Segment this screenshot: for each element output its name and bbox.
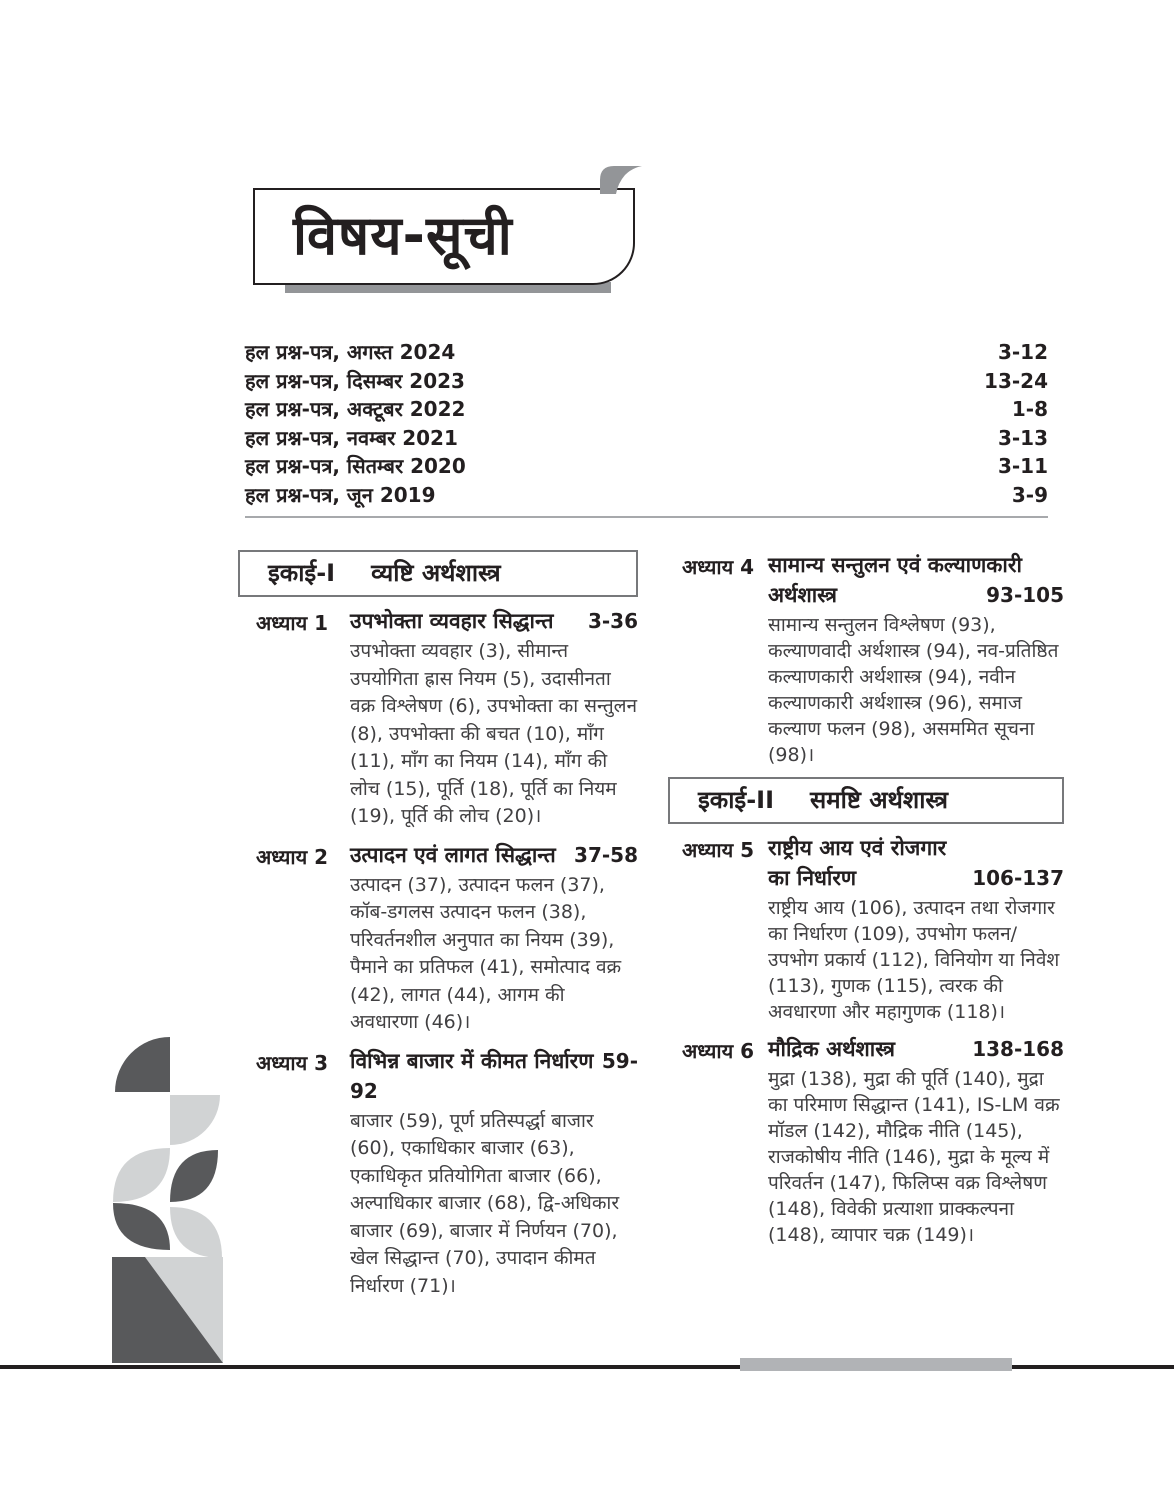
paper-label: हल प्रश्न-पत्र, जून 2019 — [245, 482, 436, 507]
chapter-pages: 138-168 — [972, 1037, 1064, 1061]
toc-column-left — [238, 550, 638, 1309]
chapter-body — [350, 606, 638, 831]
paper-label: हल प्रश्न-पत्र, नवम्बर 2021 — [245, 425, 458, 450]
page-curl-icon — [598, 164, 642, 194]
chapter-body — [768, 1034, 1064, 1248]
footer-gray-bar — [740, 1358, 1012, 1371]
chapter-title-line2: अर्थशास्त्र — [768, 583, 837, 607]
page-title-box — [253, 188, 635, 285]
chapter-pages: 106-137 — [972, 866, 1064, 890]
paper-pages: 13-24 — [984, 368, 1048, 393]
chapter-label: अध्याय 2 — [256, 844, 329, 869]
unit-2-header — [668, 777, 1064, 824]
unit-title: समष्टि अर्थशास्त्र — [810, 786, 949, 814]
chapter-topics: मुद्रा (138), मुद्रा की पूर्ति (140), मुद्रा का परिमाण सिद्धान्त (141), IS-LM वक्र मॉडल (142), मौद्रिक नीति (145), राजकोषीय नीति (146), मुद्रा के मूल्य में परिवर्तन (147), फिलिप्स वक्र विश्लेषण (148), विवेकी प्रत्याशा प्राक्कल्पना (148), व्यापार चक्र (149)। — [768, 1068, 1060, 1246]
leaf-pattern-logo — [112, 1035, 230, 1369]
unit-title: व्यष्टि अर्थशास्त्र — [371, 559, 501, 587]
paper-label: हल प्रश्न-पत्र, अक्टूबर 2022 — [245, 397, 466, 421]
chapter-topics: सामान्य सन्तुलन विश्लेषण (93), कल्याणवादी अर्थशास्त्र (94), नव-प्रतिष्ठित कल्याणकारी अर्थशास्त्र (94), नवीन कल्याणकारी अर्थशास्त्र (96), समाज कल्याण फलन (98), असममित सूचना (98)। — [768, 614, 1059, 766]
paper-label: हल प्रश्न-पत्र, अगस्त 2024 — [245, 340, 456, 364]
page-title: विषय-सूची — [293, 204, 513, 267]
unit-label: इकाई-I — [268, 559, 336, 587]
list-item — [245, 452, 1048, 481]
chapter-title: उत्पादन एवं लागत सिद्धान्त — [350, 842, 556, 867]
chapter-body — [350, 1046, 638, 1301]
chapter-label: अध्याय 1 — [256, 611, 329, 635]
paper-pages: 3-13 — [997, 425, 1048, 450]
chapter-pages: 93-105 — [986, 583, 1064, 607]
list-item — [245, 338, 1048, 367]
paper-label: हल प्रश्न-पत्र, दिसम्बर 2023 — [245, 368, 465, 393]
chapter-6 — [668, 1034, 1064, 1248]
paper-pages: 1-8 — [1011, 397, 1048, 421]
list-item — [245, 424, 1048, 453]
chapter-title-line1: सामान्य सन्तुलन एवं कल्याणकारी — [768, 553, 1022, 577]
chapter-title: उपभोक्ता व्यवहार सिद्धान्त — [350, 609, 554, 633]
chapter-topics: बाजार (59), पूर्ण प्रतिस्पर्द्धा बाजार (60), एकाधिकार बाजार (63), एकाधिकृत प्रतियोगिता बाजार (66), अल्पाधिकार बाजार (68), द्वि-अधिकार बाजार (69), बाजार में निर्णयन (70), खेल सिद्धान्त (70), उपादान कीमत निर्धारण (71)। — [350, 1109, 620, 1297]
paper-label: हल प्रश्न-पत्र, सितम्बर 2020 — [245, 454, 466, 478]
chapter-label: अध्याय 4 — [682, 555, 755, 579]
chapter-pages: 3-36 — [587, 609, 638, 633]
chapter-topics: राष्ट्रीय आय (106), उत्पादन तथा रोजगार का निर्धारण (109), उपभोग फलन/उपभोग प्रकार्य (112), विनियोग या निवेश (113), गुणक (115), त्वरक की अवधारणा और महागुणक (118)। — [768, 897, 1060, 1023]
unit-label: इकाई-II — [698, 786, 775, 814]
list-item — [245, 367, 1048, 396]
paper-pages: 3-9 — [1011, 482, 1048, 507]
chapter-body — [350, 840, 638, 1037]
chapter-title: विभिन्न बाजार में कीमत निर्धारण — [350, 1048, 594, 1073]
chapter-1 — [238, 606, 638, 831]
chapter-body — [768, 550, 1064, 768]
list-item — [245, 481, 1048, 510]
chapter-title-line1: राष्ट्रीय आय एवं रोजगार — [768, 836, 947, 860]
chapter-topics: उपभोक्ता व्यवहार (3), सीमान्त उपयोगिता ह्रास नियम (5), उदासीनता वक्र विश्लेषण (6), उपभोक्ता का सन्तुलन (8), उपभोक्ता की बचत (10), माँग (11), माँग का नियम (14), माँग की लोच (15), पूर्ति (18), पूर्ति का नियम (19), पूर्ति की लोच (20)। — [350, 640, 638, 827]
chapter-title-line2: का निर्धारण — [768, 866, 857, 890]
chapter-pages-continued: 92 — [350, 1078, 378, 1103]
chapter-label: अध्याय 5 — [682, 838, 755, 862]
chapter-label: अध्याय 6 — [682, 1039, 755, 1063]
paper-pages: 3-12 — [997, 340, 1048, 364]
chapter-2 — [238, 840, 638, 1037]
chapter-topics: उत्पादन (37), उत्पादन फलन (37), कॉब-डगलस उत्पादन फलन (38), परिवर्तनशील अनुपात का नियम (39), पैमाने का प्रतिफल (41), समोत्पाद वक्र (42), लागत (44), आगम की अवधारणा (46)। — [350, 873, 622, 1033]
unit-1-header — [238, 550, 638, 597]
list-item — [245, 395, 1048, 424]
chapter-5 — [668, 833, 1064, 1025]
chapter-4 — [668, 550, 1064, 768]
chapter-body — [768, 833, 1064, 1025]
chapter-pages: 59- — [601, 1048, 638, 1073]
paper-pages: 3-11 — [997, 454, 1048, 478]
chapter-title: मौद्रिक अर्थशास्त्र — [768, 1037, 895, 1061]
chapter-pages: 37-58 — [574, 842, 638, 867]
chapter-3 — [238, 1046, 638, 1301]
chapter-label: अध्याय 3 — [256, 1050, 329, 1075]
solved-papers-list — [245, 338, 1048, 509]
separator-line — [245, 516, 1048, 518]
toc-column-right — [668, 550, 1064, 1257]
